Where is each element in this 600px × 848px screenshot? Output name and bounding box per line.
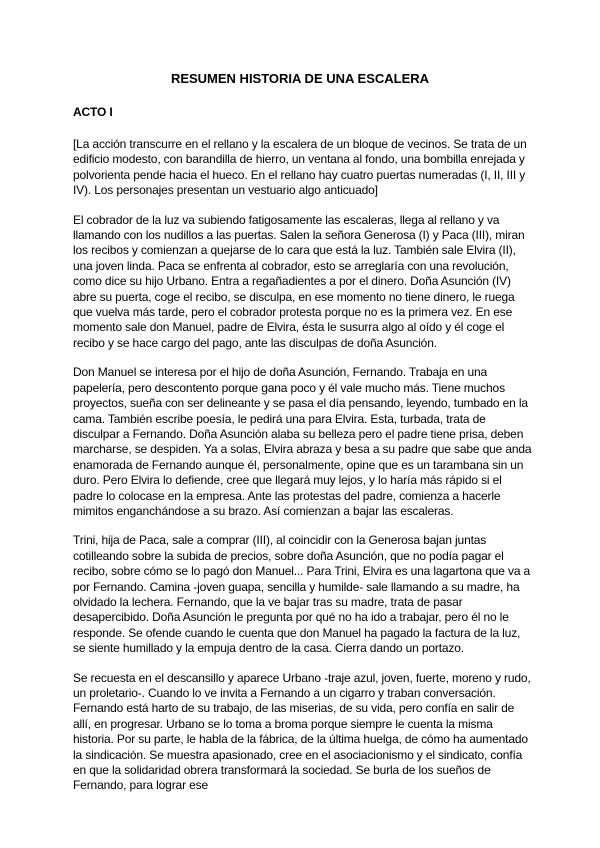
paragraph: El cobrador de la luz va subiendo fatigosamente las escaleras, llega al rellano y va llamando con los nudillos a las puertas. Salen la señora Generosa (I) y Paca (III), miran los recibos y comienzan a quejarse de lo cara que está la luz. También sale Elvira (II), una joven linda. Paca se enfrenta al cobrador, esto se arreglaría con una revolución, como dice su hijo Urbano. Entra a regañadientes a por el dinero. Doña Asunción (IV) abre su puerta, coge el recibo, se disculpa, en ese momento no tiene dinero, le ruega que vuelva más tarde, pero el cobrador protesta porque no es la primera vez. En ese momento sale don Manuel, padre de Elvira, ésta le susurra algo al oído y él coge el recibo y se hace cargo del pago, ante las disculpas de doña Asunción. <box>73 212 525 350</box>
document-body <box>73 137 533 808</box>
document-title: RESUMEN HISTORIA DE UNA ESCALERA <box>170 71 430 86</box>
act-heading: ACTO I <box>73 105 113 119</box>
paragraph: Don Manuel se interesa por el hijo de doña Asunción, Fernando. Trabaja en una papelería, pero descontento porque gana poco y él vale mucho más. Tiene muchos proyectos, sueña con ser delineante y se pasa el día pensando, leyendo, tumbado en la cama. También escribe poesía, le pedirá una para Elvira. Esta, turbada, trata de disculpar a Fernando. Doña Asunción alaba su belleza pero el padre tiene prisa, deben marcharse, se despiden. Ya a solas, Elvira abraza y besa a su padre que sabe que anda enamorada de Fernando aunque él, personalmente, opine que es un tarambana sin un duro. Pero Elvira lo defiende, cree que llegará muy lejos, y lo haría más rápido si el padre lo colocase en la empresa. Ante las protestas del padre, comienza a hacerle mimitos enganchándose a su brazo. Así comienzan a bajar las escaleras. <box>73 365 532 518</box>
paragraph-stage-directions: [La acción transcurre en el rellano y la escalera de un bloque de vecinos. Se trata de un edificio modesto, con barandilla de hierro, un ventana al fondo, una bombilla enrejada y polvorienta pende hacia el hueco. En el rellano hay cuatro puertas numeradas (I, II, III y IV). Los personajes presentan un vestuario algo anticuado] <box>73 137 527 198</box>
paragraph: Se recuesta en el descansillo y aparece Urbano -traje azul, joven, fuerte, moreno y rudo, un proletario-. Cuando lo ve invita a Fernando a un cigarro y traban conversación. Fernando está harto de su trabajo, de las miserias, de su vida, pero confía en salir de allí, en progresar. Urbano se lo toma a broma porque siempre le cuenta la misma historia. Por su parte, le habla de la fábrica, de la última huelga, de cómo ha aumentado la sindicación. Se muestra apasionado, cree en el asociacionismo y el sindicato, confía en que la solidaridad obrera transformará la sociedad. Se burla de los sueños de Fernando, para lograr ese <box>73 670 531 793</box>
paragraph: Trini, hija de Paca, sale a comprar (III), al coincidir con la Generosa bajan juntas cotilleando sobre la subida de precios, sobre doña Asunción, que no podía pagar el recibo, sobre cómo se lo pagó don Manuel... Para Trini, Elvira es una lagartona que va a por Fernando. Camina -joven guapa, sencilla y humilde- sale llamando a su madre, ha olvidado la lechera. Fernando, que la ve bajar tras su madre, trata de pasar desapercibido. Doña Asunción le pregunta por qué no ha ido a trabajar, pero él no le responde. Se ofende cuando le cuenta que don Manuel ha pagado la factura de la luz, se siente humillado y la empuja dentro de la casa. Cierra dando un portazo. <box>73 533 531 656</box>
